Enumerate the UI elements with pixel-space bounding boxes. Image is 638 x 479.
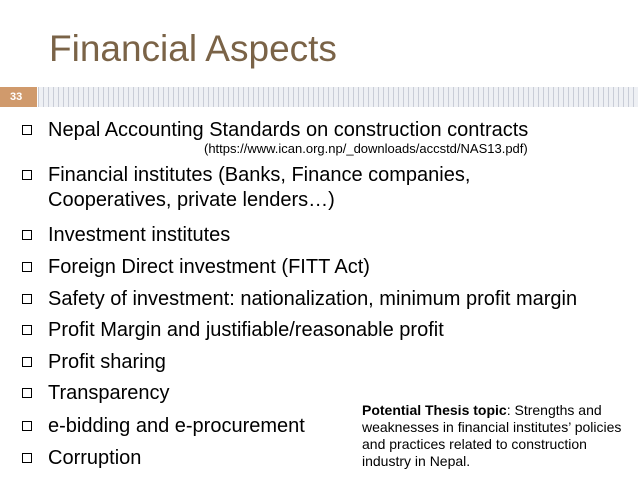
checkbox-bullet-icon	[22, 388, 32, 398]
bullet-text-line: Cooperatives, private lenders…)	[48, 189, 335, 211]
checkbox-bullet-icon	[22, 421, 32, 431]
bullet-item	[22, 381, 170, 406]
bullet-text	[48, 163, 470, 213]
bullet-item	[22, 446, 141, 471]
checkbox-bullet-icon	[22, 125, 32, 135]
bullet-text: Transparency	[48, 382, 170, 404]
bullet-item	[22, 287, 577, 312]
checkbox-bullet-icon	[22, 325, 32, 335]
checkbox-bullet-icon	[22, 453, 32, 463]
checkbox-bullet-icon	[22, 262, 32, 272]
bullet-item	[22, 223, 230, 248]
bullet-text: Investment institutes	[48, 224, 231, 246]
thesis-note-text: : Strengths and weaknesses in financial institutes’ policies and practices related to construction industry in Nepal.	[362, 402, 622, 469]
slide-number: 33	[0, 87, 37, 107]
checkbox-bullet-icon	[22, 170, 32, 180]
checkbox-bullet-icon	[22, 294, 32, 304]
bullet-item	[22, 163, 470, 213]
bullet-text: Corruption	[48, 447, 142, 469]
slide-title: Financial Aspects	[49, 28, 337, 69]
bullet-text: Profit sharing	[48, 351, 166, 373]
thesis-note-heading: Potential Thesis topic	[362, 402, 507, 418]
reference-url: (https://www.ican.org.np/_downloads/accstd/NAS13.pdf)	[204, 141, 528, 156]
bullet-item	[22, 414, 305, 439]
bullet-text: Profit Margin and justifiable/reasonable profit	[48, 319, 444, 341]
bullet-text: Nepal Accounting Standards on construction contracts	[48, 119, 529, 141]
bullet-item	[22, 350, 166, 375]
checkbox-bullet-icon	[22, 357, 32, 367]
bullet-text: Foreign Direct investment (FITT Act)	[48, 256, 370, 278]
bullet-text: e-bidding and e-procurement	[48, 415, 305, 437]
thesis-note	[362, 402, 636, 470]
header-rule	[38, 87, 638, 107]
bullet-text-line: Financial institutes (Banks, Finance companies,	[48, 164, 471, 186]
bullet-item	[22, 118, 528, 143]
bullet-text: Safety of investment: nationalization, minimum profit margin	[48, 288, 578, 310]
checkbox-bullet-icon	[22, 230, 32, 240]
bullet-item	[22, 255, 370, 280]
bullet-item	[22, 318, 444, 343]
